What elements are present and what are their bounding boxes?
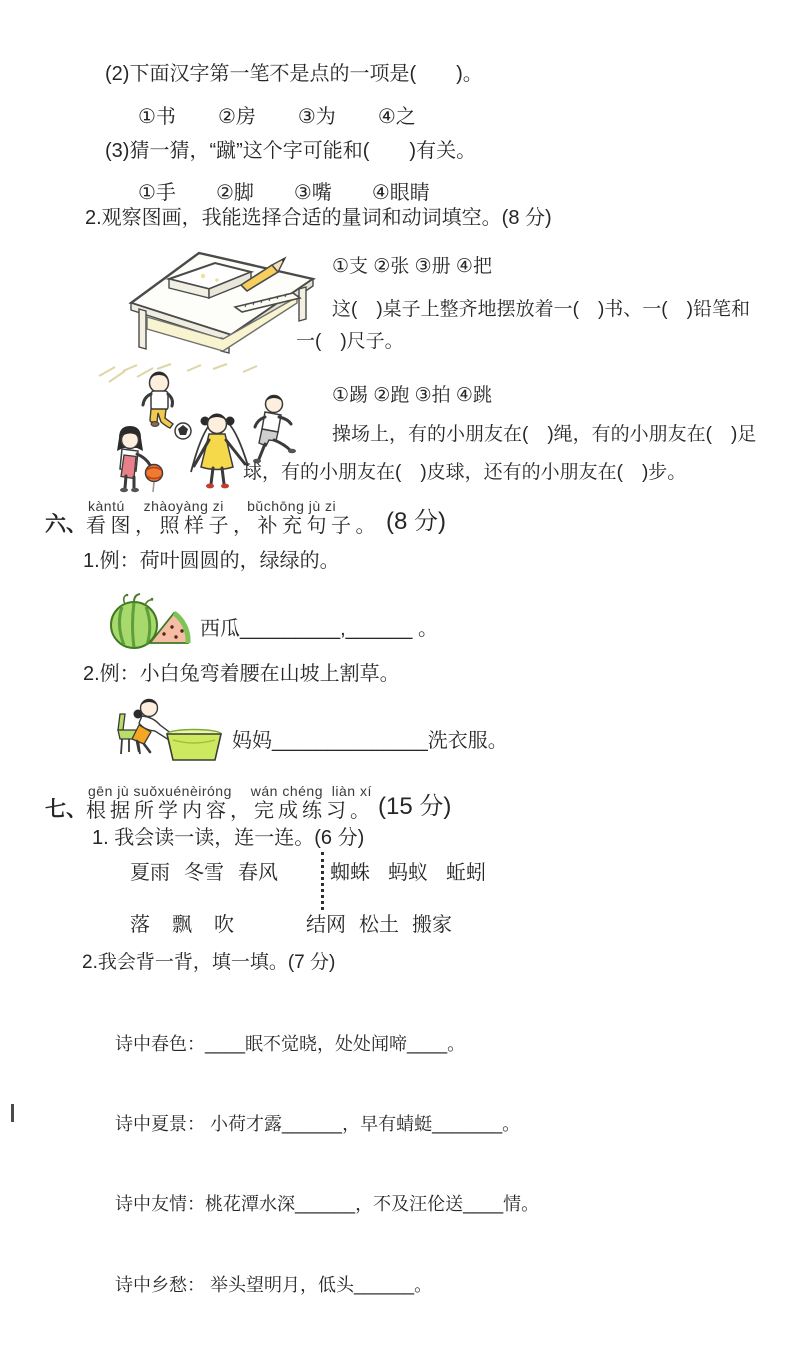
part7-title: 根据所学内容，完成练习。 (86, 800, 374, 822)
basin-shape (167, 730, 221, 761)
q3-prompt: (3)猜一猜，“蹴”这个字可能和( )有关。 (105, 140, 477, 162)
match-word: 蚯蚓 (446, 862, 486, 884)
q3-option-1: ①手 (138, 182, 176, 204)
match-word: 蜘蛛 (330, 862, 370, 884)
mother-figure (132, 699, 174, 752)
example-connection-dotted-line (321, 852, 324, 910)
watermelon-illustration (104, 587, 194, 651)
desk-sentence-line1: 这( )桌子上整齐地摆放着一( )书、一( )铅笔和 (332, 299, 750, 320)
part7-number: 七、 (45, 798, 87, 821)
part6-fill-2: 妈妈______________洗衣服。 (232, 730, 508, 752)
match-word: 夏雨 (130, 862, 170, 884)
q3-options-row (138, 176, 430, 205)
rope-girl-figure (191, 414, 248, 489)
match-word: 蚂蚁 (388, 862, 428, 884)
part6-example-1: 1.例：荷叶圆圆的，绿绿的。 (83, 550, 340, 572)
whole-melon-shape (111, 594, 157, 648)
match-word: 春风 (238, 862, 278, 884)
part6-score: (8 分) (386, 508, 446, 535)
poem-line-homesick: 诗中乡愁： 举头望明月，低头______。 (115, 1274, 433, 1295)
recite-lines (115, 977, 539, 1352)
part6-example-2: 2.例：小白兔弯着腰在山坡上割草。 (83, 663, 400, 685)
desk-illustration (123, 243, 320, 355)
q3-option-2: ②脚 (215, 182, 254, 204)
running-boy-figure (253, 395, 296, 463)
grass-strokes (99, 364, 257, 382)
q2-option-3: ③为 (297, 106, 336, 128)
match-top-left-group (130, 856, 278, 885)
part6-pinyin: kàntú zhàoyàng zi bǔchōng jù zi (88, 498, 337, 514)
playground-sentence-line1: 操场上，有的小朋友在( )绳，有的小朋友在( )足 (332, 424, 757, 445)
desk-sentence-line2: 一( )尺子。 (296, 331, 404, 352)
q3-option-3: ③嘴 (293, 182, 332, 204)
match-bottom-left-group (130, 908, 234, 937)
match-top-right-group (330, 856, 486, 885)
match-word: 搬家 (412, 914, 452, 936)
q2-option-1: ①书 (138, 106, 176, 128)
part7-pinyin: gēn jù suǒxuénèiróng wán chéng liàn xí (88, 783, 372, 799)
match-word: 结网 (306, 914, 346, 936)
playground-sentence-line2: 球，有的小朋友在( )皮球，还有的小朋友在( )步。 (243, 462, 687, 483)
poem-line-spring: 诗中春色：____眠不觉晓，处处闻啼____。 (115, 1033, 466, 1054)
part6-title: 看图，照样子，补充句子。 (86, 515, 380, 537)
q2-options-row (138, 100, 416, 129)
picture-question-title: 2.观察图画，我能选择合适的量词和动词填空。(8 分) (85, 207, 552, 229)
scan-artifact-line (11, 1104, 14, 1122)
match-word: 飘 (172, 914, 192, 936)
desk-options: ①支 ②张 ③册 ④把 (332, 256, 492, 277)
part7-score: (15 分) (378, 793, 452, 820)
playground-options: ①踢 ②跑 ③拍 ④跳 (332, 385, 492, 406)
match-word: 吹 (214, 914, 234, 936)
match-word: 冬雪 (184, 862, 224, 884)
washing-illustration (112, 692, 230, 770)
q2-option-2: ②房 (217, 106, 256, 128)
bouncing-girl-figure (117, 426, 163, 492)
poem-line-summer: 诗中夏景： 小荷才露______，早有蜻蜓_______。 (115, 1113, 521, 1134)
match-word: 落 (130, 914, 150, 936)
match-title: 1. 我会读一读，连一连。(6 分) (92, 827, 365, 849)
q2-prompt: (2)下面汉字第一笔不是点的一项是( )。 (105, 63, 483, 85)
q2-option-4: ④之 (377, 106, 416, 128)
part6-fill-1: 西瓜_________,______ 。 (200, 618, 438, 640)
part6-number: 六、 (45, 513, 87, 536)
poem-line-friendship: 诗中友情：桃花潭水深______，不及汪伦送____情。 (115, 1194, 540, 1215)
kicking-boy-figure (143, 372, 191, 439)
match-word: 松土 (359, 914, 399, 936)
q3-option-4: ④眼睛 (371, 182, 430, 204)
match-bottom-right-group (306, 908, 452, 937)
recite-title: 2.我会背一背，填一填。(7 分) (82, 952, 336, 973)
